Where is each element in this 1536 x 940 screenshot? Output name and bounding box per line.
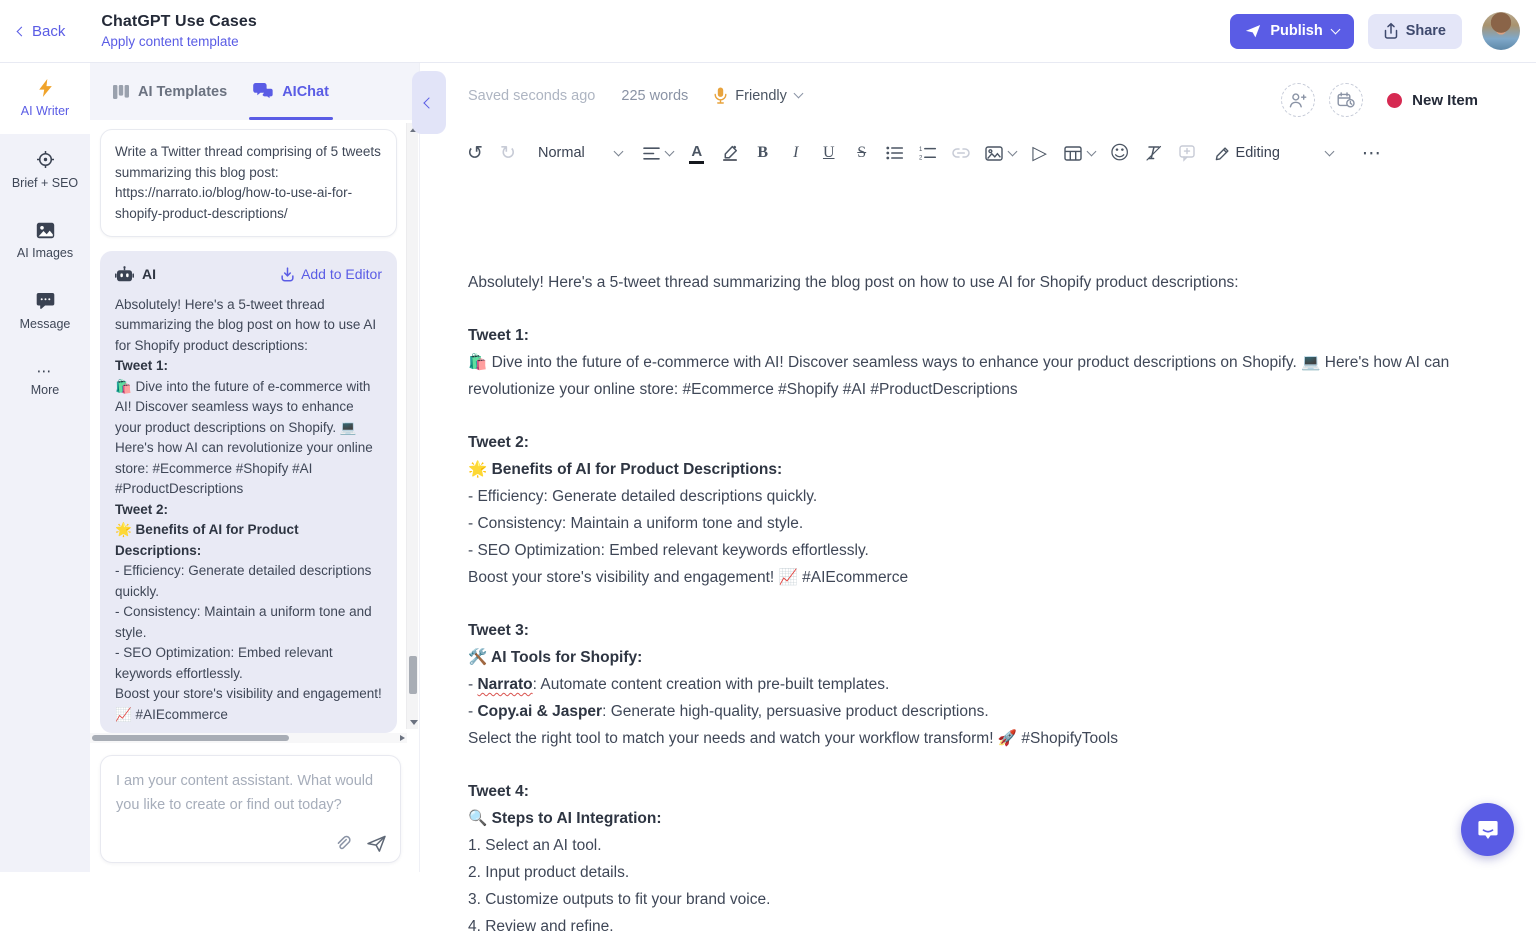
editing-mode-button[interactable]: Editing: [1215, 145, 1280, 161]
tab-ai-templates[interactable]: AI Templates: [112, 63, 227, 120]
share-icon: [1384, 23, 1398, 39]
sidebar-item-ai-writer[interactable]: AI Writer: [0, 63, 90, 134]
chevron-down-icon: [613, 146, 623, 156]
insert-table-dropdown[interactable]: [1064, 146, 1095, 161]
ellipsis-icon: ⋯: [36, 363, 54, 380]
chat-input-area: [90, 743, 419, 889]
calendar-clock-icon: [1337, 92, 1355, 108]
back-chevron-icon: [17, 26, 27, 36]
image-icon: [36, 222, 55, 239]
message-icon: [36, 292, 55, 310]
collapse-panel-button[interactable]: [412, 71, 446, 134]
chat-line: 🛍️ Dive into the future of e-commerce with AI! Discover seamless ways to enhance your product descriptions on Shopify. 💻 Here's how AI can revolutionize your online store: #Ecommerce #Shopify #AI #ProductDescriptions: [115, 378, 373, 496]
toolbar-more-button[interactable]: ⋯: [1361, 141, 1382, 164]
workflow-status[interactable]: [1387, 92, 1478, 109]
bullet-list-button[interactable]: [886, 146, 904, 160]
clear-format-icon: [1145, 145, 1162, 161]
tab-ai-chat[interactable]: AIChat: [253, 63, 329, 120]
link-button[interactable]: [952, 148, 970, 158]
insert-image-icon: [985, 146, 1003, 161]
attachment-icon[interactable]: [335, 835, 351, 852]
underline-button[interactable]: U: [822, 144, 835, 161]
chat-input[interactable]: [100, 755, 401, 863]
highlight-button[interactable]: [721, 145, 739, 161]
chat-line: 🌟 Benefits of AI for Product Descriptions:: [115, 522, 299, 558]
bold-button[interactable]: B: [757, 144, 769, 161]
user-avatar[interactable]: [1482, 12, 1520, 50]
chat-line: Tweet 1:: [115, 358, 169, 373]
support-chat-icon: [1476, 818, 1500, 842]
publish-chevron-icon: [1330, 24, 1340, 34]
strikethrough-button[interactable]: S: [857, 144, 867, 161]
editor-line: Tweet 2:: [468, 434, 529, 451]
chat-line: Absolutely! Here's a 5-tweet thread summarizing the blog post on how to use AI for Shopify product descriptions:: [115, 296, 377, 353]
editing-mode-chevron[interactable]: [1321, 152, 1339, 155]
chat-input-icons: [335, 835, 386, 852]
vscroll-thumb[interactable]: [409, 656, 417, 694]
chevron-down-icon: [1007, 146, 1017, 156]
top-header: [0, 0, 1536, 63]
editor-line: 1. Select an AI tool.: [468, 837, 602, 854]
editor-status-row: [468, 87, 802, 104]
editor-line: - Copy.ai & Jasper: Generate high-quality, persuasive product descriptions.: [468, 703, 989, 720]
tone-selector[interactable]: Friendly: [714, 87, 802, 104]
svg-text:1: 1: [919, 147, 923, 153]
lightning-icon: [38, 79, 53, 97]
sidebar-item-message[interactable]: Message: [0, 276, 90, 347]
support-chat-launcher[interactable]: [1461, 803, 1514, 856]
chat-line: Tweet 2:: [115, 501, 169, 517]
editor-line: Absolutely! Here's a 5-tweet thread summarizing the blog post on how to use AI for Shopify product descriptions:: [468, 274, 1239, 291]
header-actions: [1230, 12, 1520, 50]
chat-input-placeholder: I am your content assistant. What would you like to create or find out today?: [116, 773, 374, 813]
microphone-icon: [714, 87, 727, 104]
editor-line: 🛍️ Dive into the future of e-commerce with AI! Discover seamless ways to enhance your product descriptions on Shopify. 💻 Here's how AI can revolutionize your online store: #Ecommerce #Shopify #AI #ProductDescriptions: [468, 354, 1450, 398]
ai-message-bubble: [100, 251, 397, 733]
editor-line: - Narrato: Automate content creation with pre-built templates.: [468, 676, 890, 693]
left-sidebar: [0, 63, 90, 872]
numbered-list-button[interactable]: [919, 146, 937, 160]
publish-button[interactable]: Publish: [1230, 14, 1353, 49]
paragraph-style-dropdown[interactable]: Normal: [532, 145, 622, 161]
chevron-down-icon: [1086, 146, 1096, 156]
chat-horizontal-scrollbar[interactable]: [90, 733, 407, 743]
status-label: New Item: [1412, 91, 1478, 109]
hscroll-thumb[interactable]: [92, 735, 289, 741]
tone-chevron-icon: [793, 89, 803, 99]
back-button[interactable]: [18, 23, 65, 40]
chat-message-list: [90, 120, 419, 733]
editor-line: Boost your store's visibility and engagement! 📈 #AIEcommerce: [468, 569, 909, 586]
chat-line: Boost your store's visibility and engagement! 📈 #AIEcommerce: [115, 686, 382, 722]
assign-user-button[interactable]: [1281, 83, 1315, 117]
send-icon: [1245, 24, 1261, 38]
back-label: Back: [32, 22, 66, 40]
ai-message-text: [115, 295, 382, 726]
ai-message-header: [115, 264, 382, 285]
editor-line: Select the right tool to match your needs and watch your workflow transform! 🚀 #ShopifyTools: [468, 730, 1118, 747]
editor-line: 🛠️ AI Tools for Shopify:: [468, 649, 643, 666]
document-editor: [420, 63, 1536, 935]
editor-line: 2. Input product details.: [468, 864, 630, 881]
share-button[interactable]: Share: [1368, 14, 1462, 49]
chat-line: - Consistency: Maintain a uniform tone and style.: [115, 604, 372, 640]
comment-button[interactable]: [1178, 145, 1196, 161]
sidebar-item-ai-images[interactable]: AI Images: [0, 205, 90, 276]
editor-line: 3. Customize outputs to fit your brand voice.: [468, 891, 771, 908]
target-icon: [36, 150, 55, 169]
ai-label: AI: [142, 266, 156, 282]
document-content[interactable]: [468, 269, 1464, 935]
editor-line: - Consistency: Maintain a uniform tone and style.: [468, 515, 804, 532]
title-block: [101, 13, 257, 49]
scroll-down-arrow[interactable]: [410, 720, 418, 725]
templates-grid-icon: [112, 84, 130, 100]
font-color-button[interactable]: A: [688, 143, 706, 164]
word-count: 225 words: [621, 87, 689, 104]
sidebar-item-brief-seo[interactable]: Brief + SEO: [0, 134, 90, 205]
highlighter-icon: [722, 145, 738, 161]
editor-line: - SEO Optimization: Embed relevant keywords effortlessly.: [468, 542, 869, 559]
scroll-right-arrow[interactable]: [400, 735, 405, 741]
apply-template-link[interactable]: Apply content template: [101, 34, 239, 49]
page-title: ChatGPT Use Cases: [101, 13, 257, 30]
robot-icon: [115, 266, 134, 282]
undo-button[interactable]: ↺: [467, 141, 483, 164]
align-left-icon: [643, 147, 660, 160]
editor-line: 4. Review and refine.: [468, 918, 614, 935]
redo-button[interactable]: ↻: [500, 141, 516, 164]
chat-vertical-scrollbar[interactable]: [406, 123, 418, 729]
emoji-button[interactable]: ☺: [1109, 141, 1130, 164]
editor-line: Tweet 4:: [468, 783, 529, 800]
insert-image-dropdown[interactable]: [985, 146, 1016, 161]
chat-bubbles-icon: [253, 83, 274, 100]
bullet-list-icon: [886, 146, 903, 160]
italic-button[interactable]: I: [793, 144, 799, 161]
chat-line: - Efficiency: Generate detailed descriptions quickly.: [115, 563, 372, 599]
formatting-toolbar: [466, 131, 1506, 175]
add-to-editor-button[interactable]: Add to Editor: [280, 264, 382, 285]
ai-chat-panel: [90, 63, 420, 872]
chat-tabbar: [90, 63, 419, 120]
save-status: Saved seconds ago: [468, 87, 596, 104]
svg-text:2: 2: [919, 155, 923, 162]
editor-line: - Efficiency: Generate detailed descriptions quickly.: [468, 488, 818, 505]
editor-status-right: [1281, 83, 1478, 117]
editor-line: Tweet 1:: [468, 327, 529, 344]
editor-line: 🌟 Benefits of AI for Product Descriptions:: [468, 461, 783, 478]
table-icon: [1064, 146, 1082, 161]
align-dropdown[interactable]: [643, 147, 673, 160]
schedule-button[interactable]: [1329, 83, 1363, 117]
comment-plus-icon: [1179, 145, 1195, 161]
link-icon: [952, 148, 970, 158]
sidebar-item-more[interactable]: ⋯ More: [30, 363, 60, 397]
app-body: [0, 63, 1536, 935]
add-to-editor-icon: [280, 267, 295, 282]
chevron-down-icon: [664, 146, 674, 156]
add-user-icon: [1289, 92, 1307, 108]
chat-line: - SEO Optimization: Embed relevant keywords effortlessly.: [115, 645, 333, 681]
pencil-icon: [1215, 146, 1230, 161]
embed-media-button[interactable]: ▷: [1032, 141, 1048, 164]
numbered-list-icon: [919, 146, 936, 160]
user-message-bubble: Write a Twitter thread comprising of 5 tweets summarizing this blog post: https://narrato.io/blog/how-to-use-ai-for-shopify-product-descriptions/: [100, 129, 397, 237]
clear-formatting-button[interactable]: [1145, 145, 1163, 161]
status-dot: [1387, 93, 1402, 108]
editor-line: 🔍 Steps to AI Integration:: [468, 810, 662, 827]
send-message-icon[interactable]: [367, 835, 386, 852]
editor-line: Tweet 3:: [468, 622, 529, 639]
